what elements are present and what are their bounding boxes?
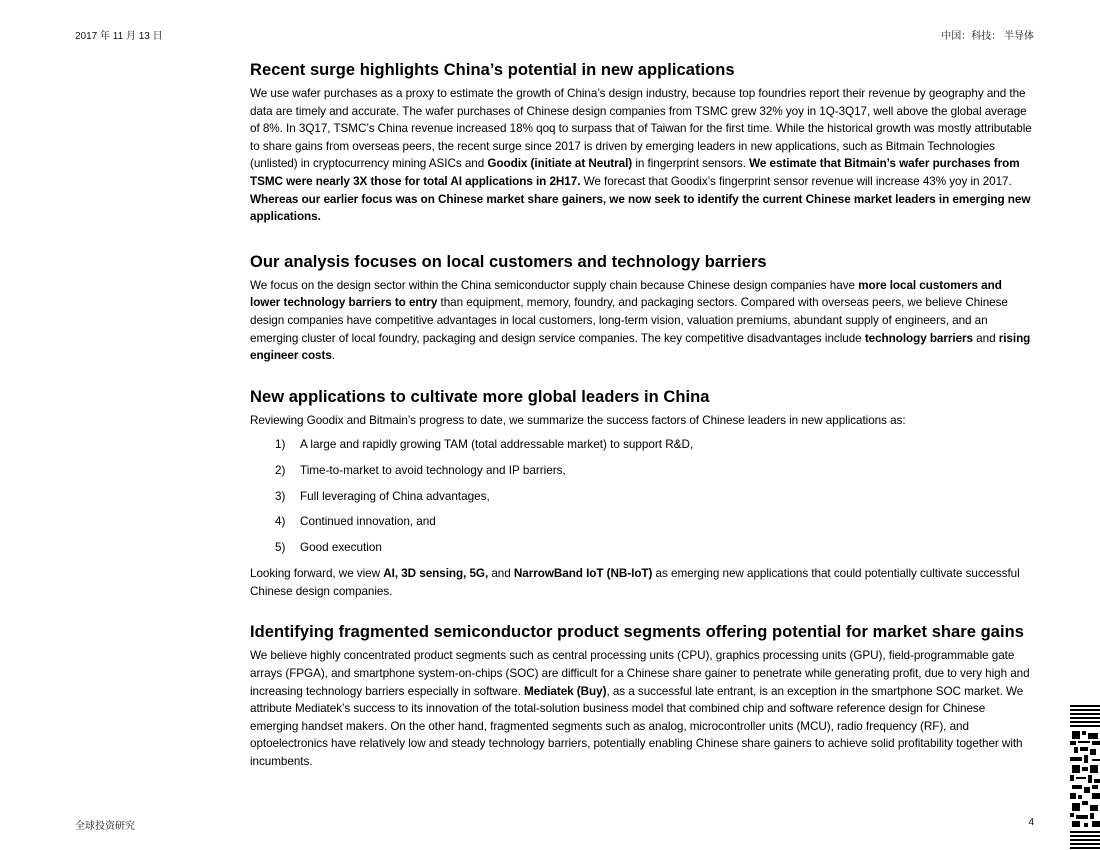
section-title: Our analysis focuses on local customers and technology barriers — [250, 252, 767, 271]
text-run: , as a successful late entrant, is an exception in the smartphone SOC market. We attribute Mediatek’s success to its innovation of the total-solution business model that combined chip and software reference design for Chinese emerging handset makers. On the other hand, fragmented segments such as analog, microcontroller units (MCU), radio frequency (RF), and optoelectronics have relatively low and steady technology barriers, potentially enabling Chinese share gainers to achieve solid profitability together with incumbents. — [250, 684, 1024, 769]
section-paragraph — [250, 277, 1035, 365]
list-text: Good execution — [300, 540, 382, 554]
list-text: Full leveraging of China advantages, — [300, 489, 490, 503]
report-body — [250, 60, 1035, 797]
list-number: 4) — [275, 515, 286, 529]
header-date: 2017 年 11 月 13 日 — [75, 31, 163, 42]
bold-highlight: technology barriers — [864, 331, 973, 345]
section-title: New applications to cultivate more global leaders in China — [250, 387, 710, 406]
list-text: Continued innovation, and — [300, 515, 436, 529]
list-item — [250, 436, 1035, 462]
success-factors-list — [250, 436, 1035, 564]
list-text: Time-to-market to avoid technology and IP barriers, — [300, 463, 566, 477]
section-title: Identifying fragmented semiconductor product segments offering potential for market share gains — [250, 623, 1024, 642]
section-new-applications — [250, 387, 1035, 601]
text-run: and — [488, 567, 514, 581]
bold-highlight: Whereas our earlier focus was on Chinese market share gainers, we now seek to identify the current Chinese market leaders in emerging new applications. — [250, 192, 1031, 224]
list-item — [250, 513, 1035, 539]
text-run: and — [972, 331, 999, 345]
list-text: A large and rapidly growing TAM (total addressable market) to support R&D, — [300, 438, 694, 452]
footer-brand: 全球投资研究 — [75, 821, 135, 832]
section-paragraph — [250, 647, 1035, 770]
text-run: We focus on the design sector within the China semiconductor supply chain because Chinese design companies have — [250, 278, 859, 292]
qr-code-icon — [1070, 703, 1100, 850]
bold-highlight: NarrowBand IoT (NB-IoT) — [513, 567, 653, 581]
text-run: than equipment, memory, foundry, and packaging sectors. Compared with overseas peers, we believe Chinese design companies have competitive advantages in local customers, long-term vision, valuation premiums, abundant supply of engineers, and an emerging cluster of local foundry, packaging and design service companies. The key competitive disadvantages include — [250, 296, 1008, 345]
list-number: 3) — [275, 489, 286, 503]
text-run: We use wafer purchases as a proxy to estimate the growth of China’s design industry, because top foundries report their revenue by geography and the data are timely and accurate. The wafer purchases of Chinese design companies from TSMC grew 32% yoy in 1Q-3Q17, well above the global average of 8%. In 3Q17, TSMC’s China revenue increased 18% qoq to surpass that of Taiwan for the first time. While the historical growth was mostly attributable to share gains from overseas peers, the recent surge since 2017 is driven by emerging leaders in new applications, such as Bitmain Technologies (unlisted) in cryptocurrency mining ASICs and — [250, 87, 1032, 171]
list-item — [250, 462, 1035, 488]
list-number: 5) — [275, 540, 286, 554]
footer-page-number: 4 — [1028, 817, 1034, 828]
text-run: in fingerprint sensors. — [632, 157, 750, 171]
list-item — [250, 539, 1035, 565]
text-run: as emerging new applications that could potentially cultivate successful Chinese design companies. — [250, 567, 1020, 598]
text-run: Looking forward, we view — [250, 567, 384, 581]
list-number: 1) — [275, 438, 286, 452]
text-run: We believe highly concentrated product segments such as central processing units (CPU), graphics processing units (GPU), field-programmable gate arrays (FPGA), and smartphone system-on-chips (SOC) are difficult for a Chinese share gainer to penetrate while generating profit, due to very high and increasing technology barriers especially in software. — [250, 649, 1030, 698]
list-number: 2) — [275, 463, 286, 477]
header-category: 中国：科技： 半导体 — [941, 31, 1034, 42]
bold-highlight: AI, 3D sensing, 5G, — [383, 567, 489, 581]
list-item — [250, 488, 1035, 514]
section-outro — [250, 565, 1035, 600]
text-run: We forecast that Goodix’s fingerprint sensor revenue will increase 43% yoy in 2017. — [580, 174, 1012, 188]
section-title: Recent surge highlights China’s potential in new applications — [250, 61, 735, 79]
bold-highlight: rising engineer costs — [250, 331, 1031, 363]
text-run: . — [331, 349, 335, 363]
section-analysis-focus — [250, 252, 1035, 365]
section-intro: Reviewing Goodix and Bitmain’s progress to date, we summarize the success factors of Chinese leaders in new applications as: — [250, 413, 906, 427]
goodix-rating: Goodix (initiate at Neutral) — [487, 157, 633, 171]
section-fragmented-segments — [250, 622, 1035, 770]
mediatek-rating: Mediatek (Buy) — [524, 684, 607, 698]
bold-highlight: more local customers and lower technology barriers to entry — [250, 278, 1002, 310]
qr-code-pattern — [1070, 703, 1100, 850]
section-paragraph — [250, 85, 1035, 226]
section-recent-surge — [250, 60, 1035, 226]
bold-highlight: We estimate that Bitmain’s wafer purchases from TSMC were nearly 3X those for total AI applications in 2H17. — [250, 157, 1020, 188]
